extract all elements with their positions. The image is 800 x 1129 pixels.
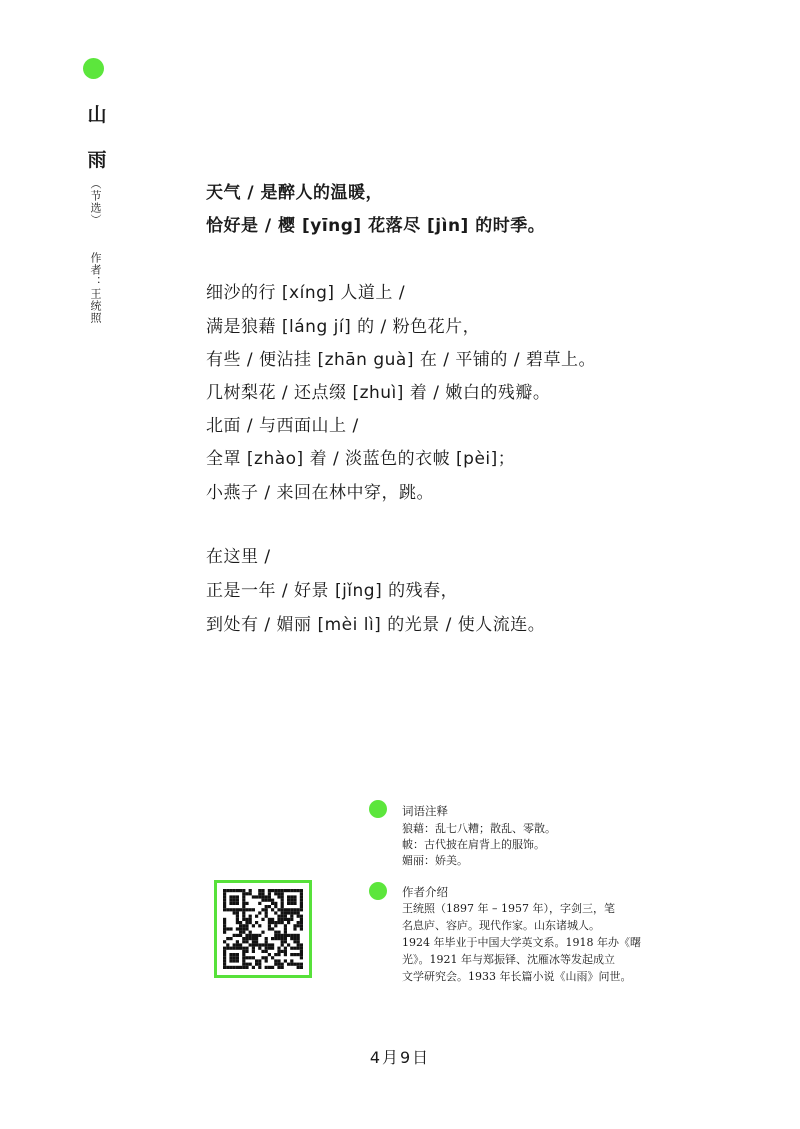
- author-intro-line: 光》。1921 年与郑振铎、沈雁冰等发起成立: [402, 953, 615, 966]
- poem-line: 北面 / 与西面山上 /: [206, 416, 359, 436]
- author-intro-line: 名息庐、容庐。现代作家。山东诸城人。: [402, 919, 600, 932]
- poem-line: 到处有 / 媚丽 [mèi lì] 的光景 / 使人流连。: [206, 615, 546, 635]
- poem-line: 恰好是 / 樱 [yīng] 花落尽 [jìn] 的时季。: [206, 216, 546, 236]
- qr-code[interactable]: [214, 880, 312, 978]
- subtitle: （节选）: [89, 178, 102, 226]
- poem-line: 在这里 /: [206, 547, 271, 567]
- title-char-1: 山: [87, 104, 107, 126]
- poem-line: 细沙的行 [xíng] 人道上 /: [206, 283, 406, 303]
- title-accent-dot: [83, 58, 104, 79]
- author-intro-title: 作者介绍: [402, 885, 448, 899]
- poem-line: 小燕子 / 来回在林中穿，跳。: [206, 483, 435, 503]
- author-line: 作者：王统照: [89, 252, 102, 324]
- qr-code-pattern: [223, 889, 303, 969]
- poem-line: 天气 / 是醉人的温暖，: [206, 183, 384, 203]
- poem-line: 几树梨花 / 还点缀 [zhuì] 着 / 嫩白的残瓣。: [206, 383, 551, 403]
- poem-line: 正是一年 / 好景 [jǐng] 的残春，: [206, 581, 459, 601]
- glossary-item: 帔：古代披在肩背上的服饰。: [402, 838, 545, 851]
- date: 4月9日: [369, 1048, 431, 1067]
- glossary-title: 词语注释: [402, 804, 448, 818]
- glossary-dot: [369, 800, 387, 818]
- glossary-item: 媚丽：娇美。: [402, 854, 468, 867]
- author-intro-dot: [369, 882, 387, 900]
- author-intro-line: 王统照（1897 年 – 1957 年），字剑三，笔: [402, 902, 615, 915]
- glossary-item: 狼藉：乱七八糟；散乱、零散。: [402, 822, 556, 835]
- title-char-2: 雨: [87, 149, 107, 171]
- poem-line: 有些 / 便沾挂 [zhān guà] 在 / 平铺的 / 碧草上。: [206, 350, 596, 370]
- poem-line: 全罩 [zhào] 着 / 淡蓝色的衣帔 [pèi]；: [206, 449, 516, 469]
- author-intro-line: 文学研究会。1933 年长篇小说《山雨》问世。: [402, 970, 632, 983]
- poem-line: 满是狼藉 [láng jí] 的 / 粉色花片，: [206, 317, 481, 337]
- author-intro-line: 1924 年毕业于中国大学英文系。1918 年办《曙: [402, 936, 641, 949]
